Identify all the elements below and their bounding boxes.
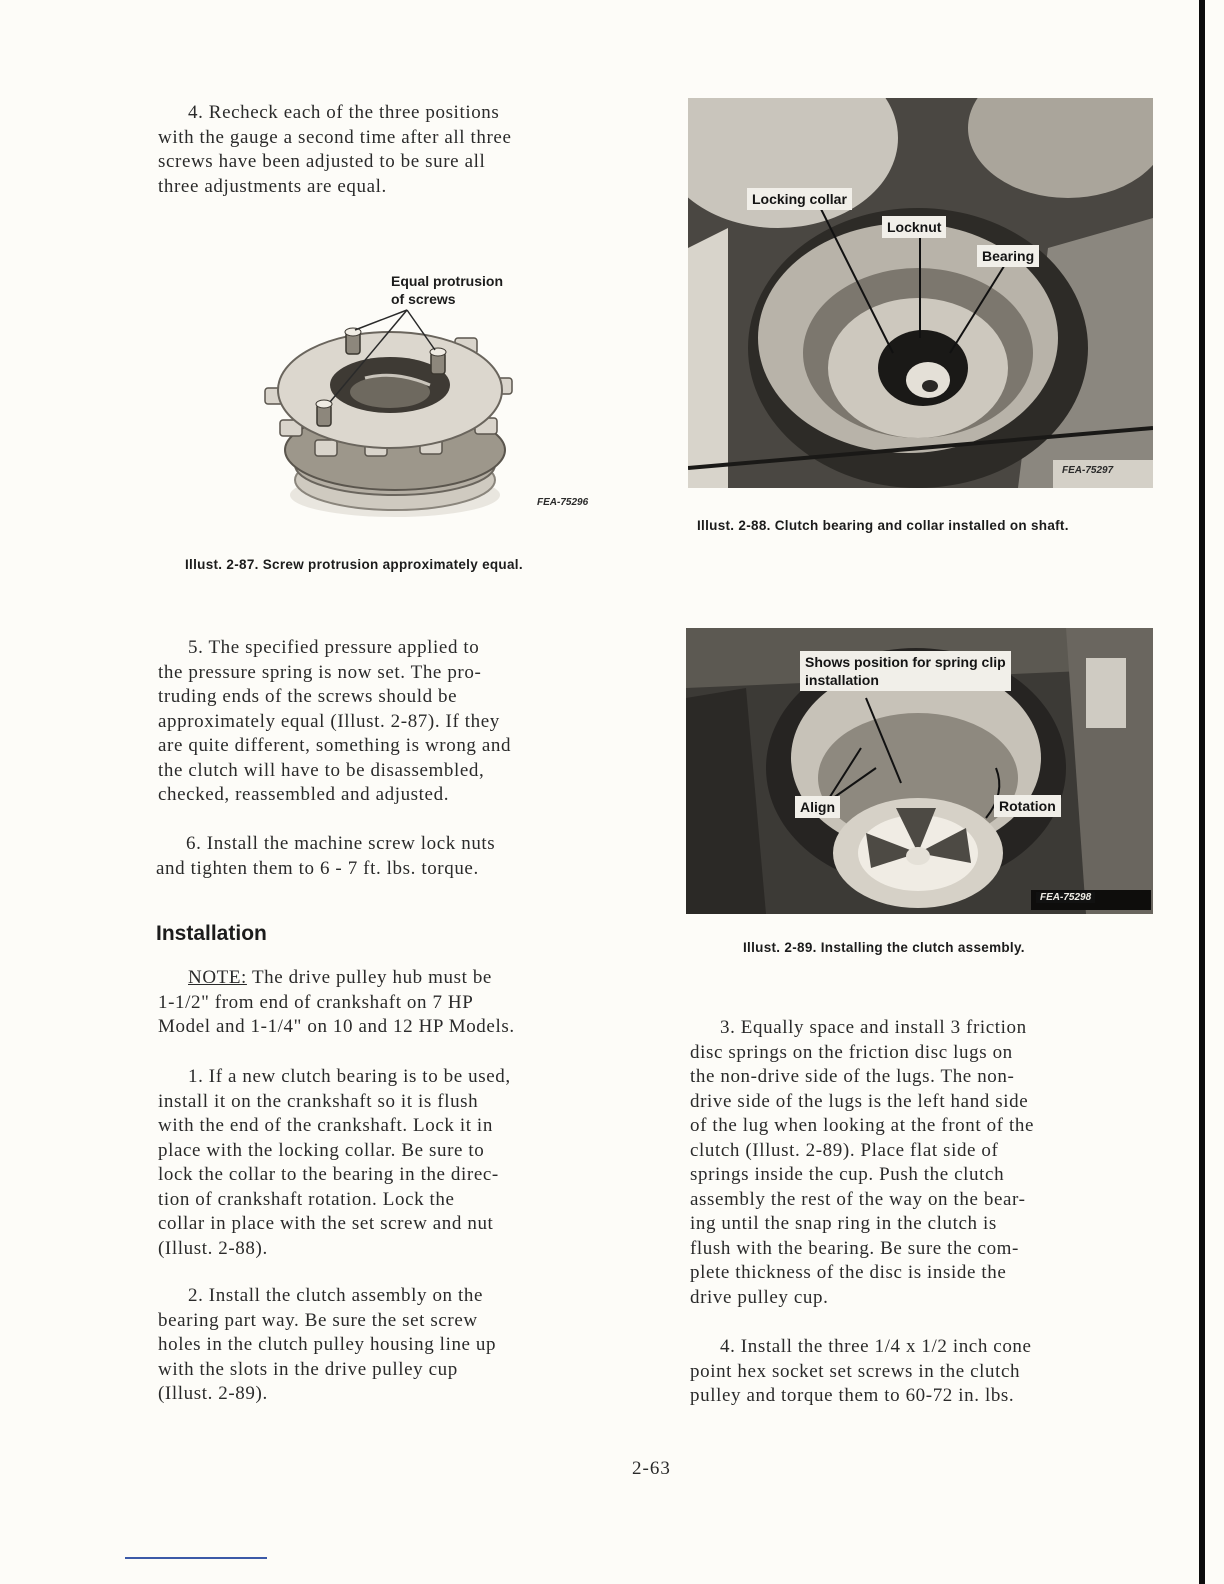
text-line: 6. Install the machine screw lock nuts — [186, 833, 496, 854]
text-line: tion of crankshaft rotation. Lock the — [158, 1188, 455, 1210]
bottom-link-line — [125, 1557, 267, 1559]
text-line: with the gauge a second time after all three — [158, 126, 512, 148]
text-line: NOTE: The drive pulley hub must be — [188, 967, 492, 988]
text-line: flush with the bearing. Be sure the com- — [690, 1237, 1019, 1259]
label-locknut: Locknut — [882, 216, 946, 238]
install-step-4-paragraph — [690, 1335, 1032, 1409]
step-5-paragraph — [158, 636, 511, 808]
clutch-bearing-photo — [688, 98, 1153, 488]
text-line: springs inside the cup. Push the clutch — [690, 1164, 1005, 1185]
clutch-pulley-illustration — [245, 300, 535, 525]
page-number: 2-63 — [632, 1458, 671, 1479]
label-align: Align — [795, 796, 840, 818]
fig-287-code: FEA-75296 — [537, 497, 589, 508]
text-line: lock the collar to the bearing in the direc- — [158, 1164, 499, 1185]
text-line: drive side of the lugs is the left hand side — [690, 1090, 1029, 1112]
text-line: checked, reassembled and adjusted. — [158, 784, 450, 805]
note-paragraph — [158, 966, 515, 1040]
text-line: truding ends of the screws should be — [158, 686, 458, 707]
label-bearing: Bearing — [977, 245, 1039, 267]
text-line: three adjustments are equal. — [158, 175, 387, 197]
text-line: screws have been adjusted to be sure all — [158, 151, 486, 172]
text-line: (Illust. 2-88). — [158, 1237, 268, 1259]
text-line: plete thickness of the disc is inside the — [690, 1262, 1007, 1283]
text-line: the non-drive side of the lugs. The non- — [690, 1066, 1015, 1087]
text-line: point hex socket set screws in the clutch — [690, 1360, 1021, 1382]
text-line: with the slots in the drive pulley cup — [158, 1358, 458, 1380]
fig-288-code: FEA-75297 — [1062, 465, 1114, 476]
page-edge-rule — [1199, 0, 1205, 1584]
installation-heading: Installation — [156, 922, 267, 945]
text-line: the pressure spring is now set. The pro- — [158, 661, 482, 683]
fig-287-caption: Illust. 2-87. Screw protrusion approximately equal. — [185, 557, 523, 572]
label-rotation: Rotation — [994, 795, 1061, 817]
text-line: 2. Install the clutch assembly on the — [188, 1285, 483, 1306]
text-line: ing until the snap ring in the clutch is — [690, 1213, 997, 1234]
text-line: are quite different, something is wrong and — [158, 735, 512, 756]
text-line: and tighten them to 6 - 7 ft. lbs. torque. — [156, 857, 479, 879]
install-step-2-paragraph — [158, 1284, 496, 1407]
fig-287-callout: Equal protrusion of screws — [391, 273, 503, 307]
fig-289-caption: Illust. 2-89. Installing the clutch assembly. — [743, 940, 1025, 955]
text-line: clutch (Illust. 2-89). Place flat side of — [690, 1139, 999, 1161]
text-line: drive pulley cup. — [690, 1286, 829, 1308]
text-line: assembly the rest of the way on the bear- — [690, 1188, 1026, 1210]
text-line: of the lug when looking at the front of the — [690, 1115, 1034, 1136]
install-step-3-paragraph — [690, 1016, 1034, 1310]
fig-289-code: FEA-75298 — [1036, 892, 1095, 903]
text-line: bearing part way. Be sure the set screw — [158, 1309, 478, 1331]
text-line: the clutch will have to be disassembled, — [158, 759, 485, 781]
label-spring-clip-position: Shows position for spring clip installation — [800, 651, 1011, 691]
text-line: 5. The specified pressure applied to — [188, 637, 480, 658]
text-line: with the end of the crankshaft. Lock it in — [158, 1115, 493, 1136]
text-line: approximately equal (Illust. 2-87). If they — [158, 710, 500, 732]
step-6-paragraph — [156, 832, 495, 881]
step-4-paragraph — [158, 101, 511, 199]
text-line: holes in the clutch pulley housing line up — [158, 1334, 497, 1355]
label-locking-collar: Locking collar — [747, 188, 852, 210]
text-line: disc springs on the friction disc lugs on — [690, 1041, 1013, 1063]
text-line: (Illust. 2-89). — [158, 1383, 268, 1404]
fig-288-caption: Illust. 2-88. Clutch bearing and collar installed on shaft. — [697, 518, 1069, 533]
text-line: Model and 1-1/4" on 10 and 12 HP Models. — [158, 1016, 515, 1037]
text-line: 4. Recheck each of the three positions — [188, 102, 500, 123]
text-line: 3. Equally space and install 3 friction — [720, 1017, 1027, 1038]
text-line: install it on the crankshaft so it is flush — [158, 1090, 479, 1112]
install-step-1-paragraph — [158, 1065, 511, 1261]
text-line: place with the locking collar. Be sure to — [158, 1139, 485, 1161]
text-line: 1-1/2" from end of crankshaft on 7 HP — [158, 991, 474, 1013]
note-label: NOTE: — [188, 967, 247, 988]
text-line: 4. Install the three 1/4 x 1/2 inch cone — [720, 1336, 1032, 1357]
text-line: 1. If a new clutch bearing is to be used, — [188, 1066, 511, 1087]
text-line: pulley and torque them to 60-72 in. lbs. — [690, 1385, 1015, 1406]
text-line: collar in place with the set screw and nut — [158, 1213, 494, 1234]
